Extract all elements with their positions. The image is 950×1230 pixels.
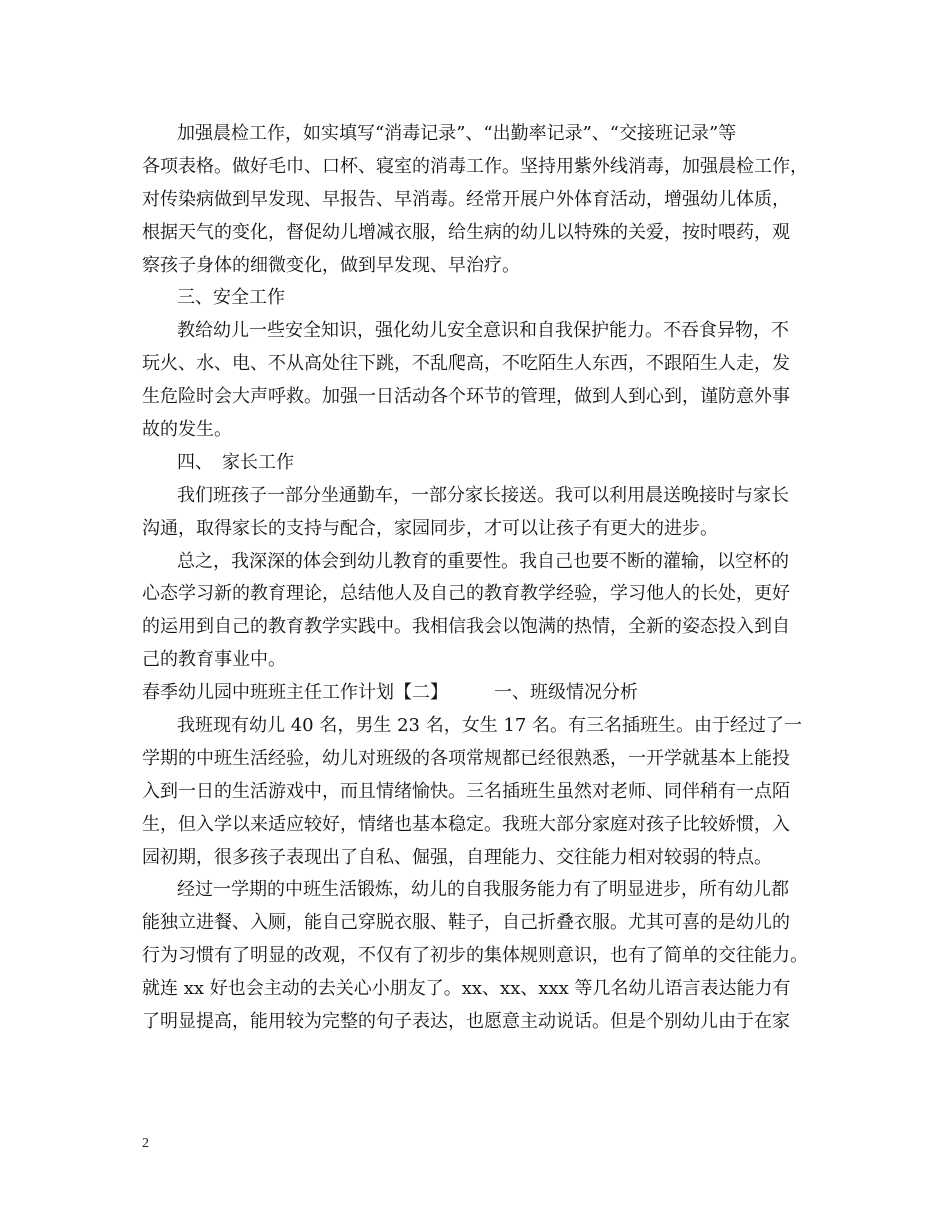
body-line: 入到一日的生活游戏中，而且情绪愉快。三名插班生虽然对老师、同伴稍有一点陌 (142, 780, 790, 802)
body-line: 我们班孩子一部分坐通勤车，一部分家长接送。我可以利用晨送晚接时与家长 (177, 484, 789, 506)
section-heading-parents: 四、 家长工作 (177, 451, 294, 473)
plan-title: 春季幼儿园中班班主任工作计划【二】 (142, 682, 448, 704)
body-line: 了明显提高，能用较为完整的句子表达，也愿意主动说话。但是个别幼儿由于在家 (142, 1011, 790, 1033)
body-line: 根据天气的变化，督促幼儿增减衣服，给生病的幼儿以特殊的关爱，按时喂药，观 (142, 221, 790, 243)
body-line: 园初期，很多孩子表现出了自私、倔强，自理能力、交往能力相对较弱的特点。 (142, 846, 772, 868)
body-line: 沟通，取得家长的支持与配合，家园同步，才可以让孩子有更大的进步。 (142, 517, 718, 539)
body-line: 就连 xx 好也会主动的去关心小朋友了。xx、xx、xxx 等几名幼儿语言表达能力有 (142, 978, 791, 1000)
section-heading-safety: 三、安全工作 (177, 287, 285, 309)
body-line: 各项表格。做好毛巾、口杯、寝室的消毒工作。坚持用紫外线消毒，加强晨检工作， (142, 155, 808, 177)
body-line: 总之，我深深的体会到幼儿教育的重要性。我自己也要不断的灌输，以空杯的 (177, 550, 789, 572)
body-line: 学期的中班生活经验，幼儿对班级的各项常规都已经很熟悉，一开学就基本上能投 (142, 747, 790, 769)
body-line: 行为习惯有了明显的改观，不仅有了初步的集体规则意识，也有了简单的交往能力。 (142, 945, 808, 967)
page-number: 2 (142, 1136, 149, 1151)
document-body (142, 118, 832, 1039)
body-line: 对传染病做到早发现、早报告、早消毒。经常开展户外体育活动，增强幼儿体质， (142, 188, 790, 210)
body-line: 我班现有幼儿 40 名，男生 23 名，女生 17 名。有三名插班生。由于经过了一 (177, 715, 803, 737)
body-line: 教给幼儿一些安全知识，强化幼儿安全意识和自我保护能力。不吞食异物，不 (177, 320, 789, 342)
body-line: 加强晨检工作，如实填写“消毒记录”、“出勤率记录”、“交接班记录”等 (177, 123, 737, 144)
body-line: 察孩子身体的细微变化，做到早发现、早治疗。 (142, 254, 520, 276)
body-line: 故的发生。 (142, 419, 232, 441)
section-heading-class-analysis: 一、班级情况分析 (494, 682, 638, 704)
body-line: 玩火、水、电、不从高处往下跳，不乱爬高，不吃陌生人东西，不跟陌生人走，发 (142, 353, 790, 375)
body-line: 经过一学期的中班生活锻炼，幼儿的自我服务能力有了明显进步，所有幼儿都 (177, 879, 789, 901)
body-line: 己的教育事业中。 (142, 649, 286, 671)
body-line: 心态学习新的教育理论，总结他人及自己的教育教学经验，学习他人的长处，更好 (142, 583, 790, 605)
body-line: 的运用到自己的教育教学实践中。我相信我会以饱满的热情，全新的姿态投入到自 (142, 616, 790, 638)
body-line: 生危险时会大声呼救。加强一日活动各个环节的管理，做到人到心到，谨防意外事 (142, 386, 790, 408)
plan-title-line (142, 677, 832, 710)
body-line: 能独立进餐、入厕，能自己穿脱衣服、鞋子，自己折叠衣服。尤其可喜的是幼儿的 (142, 912, 790, 934)
body-line: 生，但入学以来适应较好，情绪也基本稳定。我班大部分家庭对孩子比较娇惯，入 (142, 813, 790, 835)
